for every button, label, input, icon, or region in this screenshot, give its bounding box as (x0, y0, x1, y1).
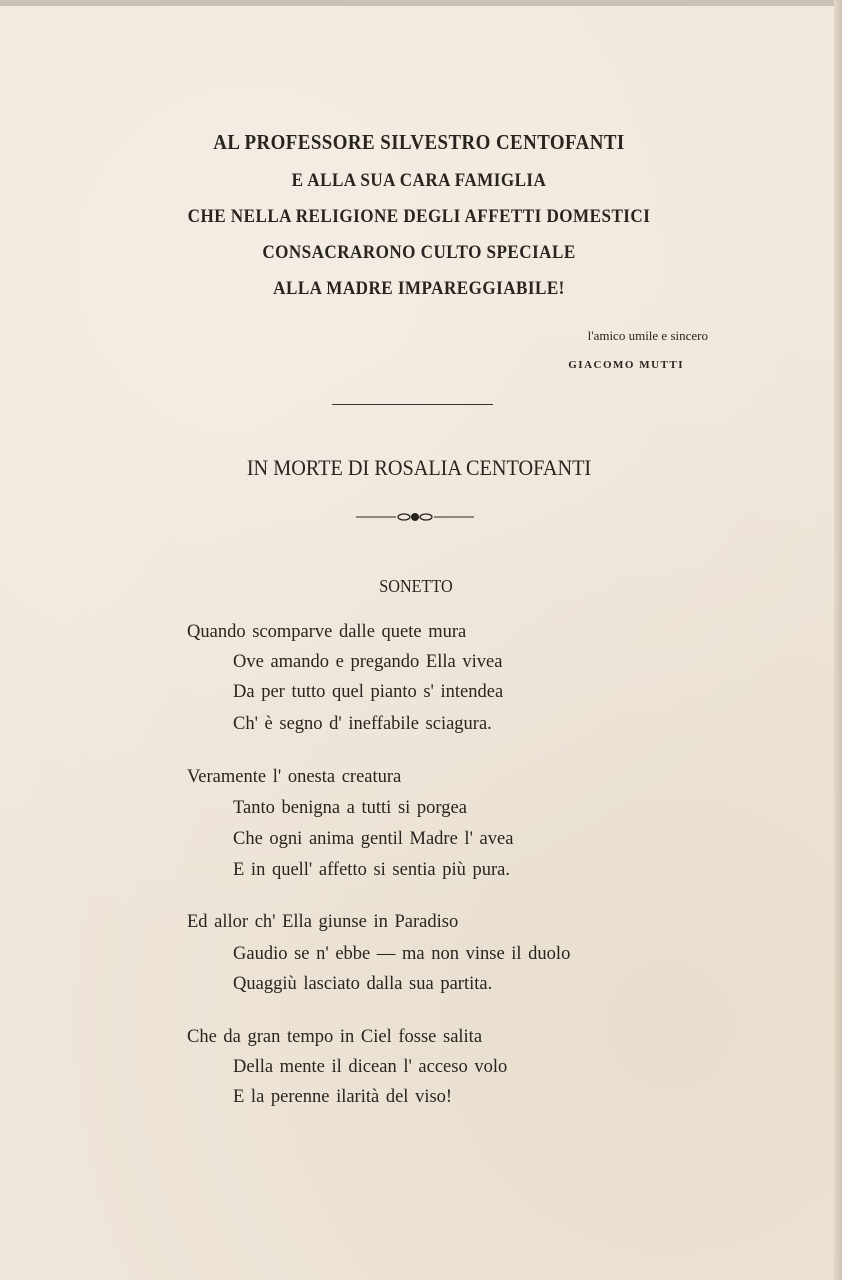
verse-line: Ch' è segno d' ineffabile sciagura. (233, 714, 492, 734)
poem-title: IN MORTE DI ROSALIA CENTOFANTI (246, 455, 592, 480)
dedication-line: E ALLA SUA CARA FAMIGLIA (291, 170, 547, 191)
verse-line: Gaudio se n' ebbe — ma non vinse il duolo (233, 944, 571, 964)
ornament-divider-icon (356, 509, 474, 525)
dedication-line: AL PROFESSORE SILVESTRO CENTOFANTI (213, 130, 625, 154)
verse-line: E la perenne ilarità del viso! (233, 1087, 453, 1107)
verse-line: Ed allor ch' Ella giunse in Paradiso (187, 912, 459, 932)
verse-line: Quando scomparve dalle quete mura (187, 622, 467, 642)
divider-rule (332, 404, 493, 405)
dedication-line: CONSACRARONO CULTO SPECIALE (262, 242, 576, 263)
page-edge (834, 0, 842, 1280)
poem-subtitle: SONETTO (379, 576, 453, 596)
dedication-line: ALLA MADRE IMPAREGGIABILE! (273, 278, 565, 299)
verse-line: E in quell' affetto si sentia più pura. (233, 860, 510, 880)
verse-line: Ove amando e pregando Ella vivea (233, 652, 503, 672)
dedication-line: CHE NELLA RELIGIONE DEGLI AFFETTI DOMESTICI (187, 206, 651, 227)
author-name: GIACOMO MUTTI (568, 359, 684, 371)
verse-line: Veramente l' onesta creatura (187, 767, 402, 787)
signoff: l'amico umile e sincero (587, 328, 708, 343)
verse-line: Che ogni anima gentil Madre l' avea (233, 829, 514, 849)
verse-line: Da per tutto quel pianto s' intendea (233, 682, 504, 702)
verse-line: Della mente il dicean l' acceso volo (233, 1057, 508, 1077)
verse-line: Quaggiù lasciato dalla sua partita. (233, 974, 493, 994)
verse-line: Che da gran tempo in Ciel fosse salita (187, 1027, 483, 1047)
verse-line: Tanto benigna a tutti si porgea (233, 798, 467, 818)
